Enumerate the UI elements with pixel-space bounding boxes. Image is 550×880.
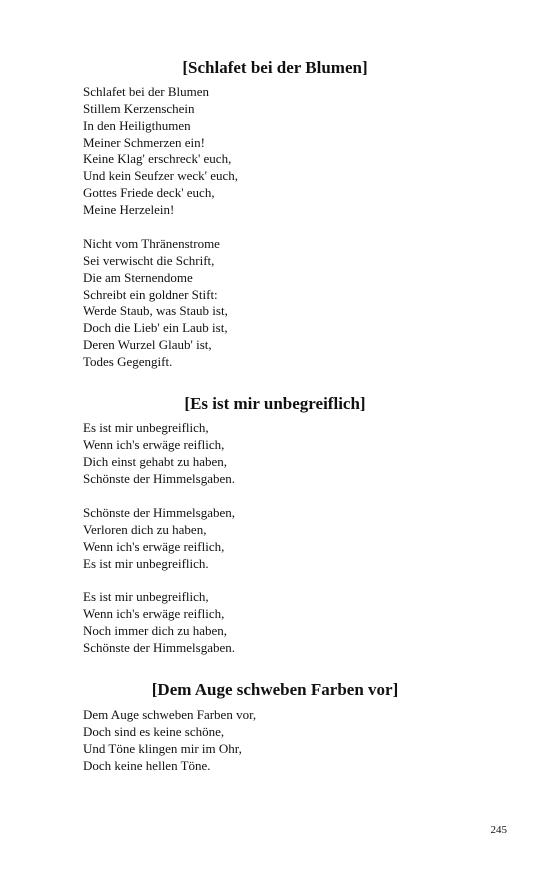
page-number: 245: [490, 824, 507, 836]
poem-title-dem-auge: [Dem Auge schweben Farben vor]: [151, 680, 399, 699]
stanza: [83, 505, 503, 572]
poem-title-unbegreiflich: [Es ist mir unbegreiflich]: [184, 394, 366, 413]
stanza: [83, 420, 503, 487]
verse-line: Stillem Kerzenschein: [83, 100, 195, 116]
verse-line: Todes Gegengift.: [83, 353, 173, 369]
verse-line: Es ist mir unbegreiflich,: [83, 420, 209, 435]
stanza: [83, 589, 503, 656]
poem-title-schlafet: [Schlafet bei der Blumen]: [182, 58, 368, 77]
verse-line: Doch keine hellen Töne.: [83, 757, 211, 773]
verse-line: Dem Auge schweben Farben vor,: [83, 707, 257, 722]
verse-line: Meiner Schmerzen ein!: [83, 134, 206, 150]
verse-line: Doch die Lieb' ein Laub ist,: [83, 320, 228, 336]
verse-line: Wenn ich's erwäge reiflich,: [83, 436, 225, 452]
verse-line: Dich einst gehabt zu haben,: [83, 453, 228, 469]
verse-line: Schönste der Himmelsgaben.: [83, 470, 235, 486]
verse-line: Es ist mir unbegreiflich.: [83, 555, 209, 571]
verse-line: In den Heiligthumen: [83, 117, 191, 133]
verse-line: Schönste der Himmelsgaben,: [83, 505, 235, 520]
stanza: [83, 84, 503, 219]
verse-line: Keine Klag' erschreck' euch,: [83, 151, 232, 167]
verse-line: Wenn ich's erwäge reiflich,: [83, 605, 225, 621]
verse-line: Werde Staub, was Staub ist,: [83, 303, 228, 319]
verse-line: Schlafet bei der Blumen: [83, 84, 209, 99]
verse-line: Die am Sternendome: [83, 269, 193, 285]
verse-line: Schreibt ein goldner Stift:: [83, 286, 218, 302]
verse-line: Wenn ich's erwäge reiflich,: [83, 538, 225, 554]
verse-line: Noch immer dich zu haben,: [83, 622, 228, 638]
verse-line: Verloren dich zu haben,: [83, 521, 207, 537]
stanza: [83, 707, 503, 774]
verse-line: Meine Herzelein!: [83, 201, 175, 217]
verse-line: Nicht vom Thränenstrome: [83, 236, 220, 251]
verse-line: Und Töne klingen mir im Ohr,: [83, 740, 242, 756]
verse-line: Sei verwischt die Schrift,: [83, 252, 215, 268]
verse-line: Schönste der Himmelsgaben.: [83, 639, 235, 655]
verse-line: Und kein Seufzer weck' euch,: [83, 168, 239, 184]
verse-line: Gottes Friede deck' euch,: [83, 185, 215, 201]
verse-line: Doch sind es keine schöne,: [83, 723, 225, 739]
verse-line: Deren Wurzel Glaub' ist,: [83, 337, 212, 353]
verse-line: Es ist mir unbegreiflich,: [83, 589, 209, 604]
stanza: [83, 236, 503, 371]
